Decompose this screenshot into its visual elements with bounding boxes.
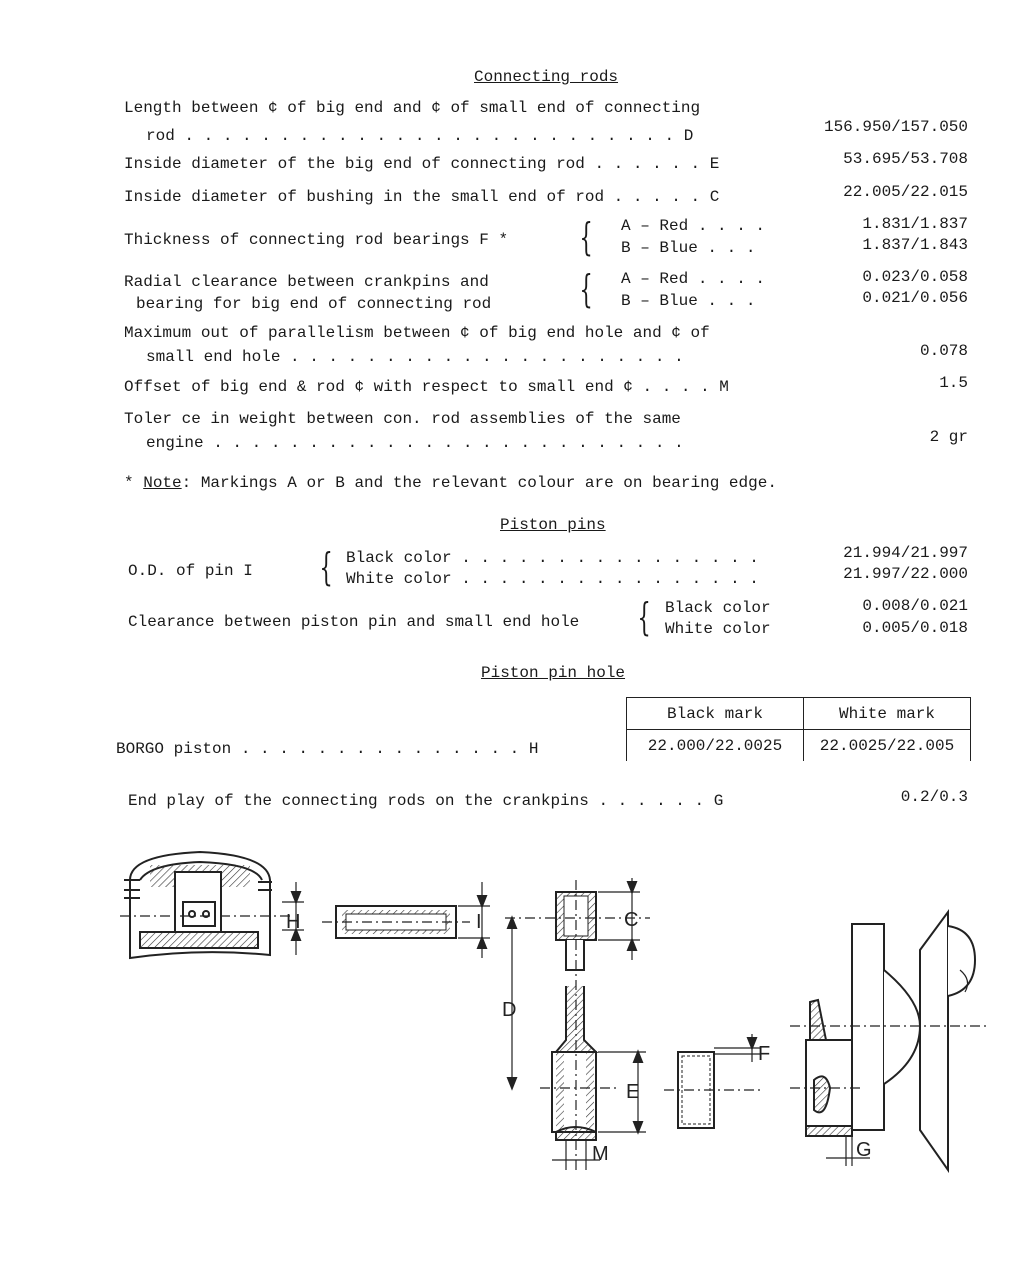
pin-od-label: O.D. of pin I <box>128 562 253 580</box>
label-h: H <box>286 911 301 933</box>
pin-od-white: White color . . . . . . . . . . . . . . . . <box>346 570 759 588</box>
label-f: F <box>758 1043 771 1065</box>
bearing-thickness-b: B – Blue . . . <box>621 239 756 257</box>
borgo-black-value: 22.000/22.0025 <box>627 730 804 762</box>
pin-clearance-black: Black color <box>665 599 771 617</box>
bushing-diameter-value: 22.005/22.015 <box>843 183 968 201</box>
note <box>124 474 777 492</box>
pin-clearance-white: White color <box>665 620 771 638</box>
radial-clearance-a-value: 0.023/0.058 <box>862 268 968 286</box>
pin-clearance-black-value: 0.008/0.021 <box>862 597 968 615</box>
section-title-piston-pins: Piston pins <box>500 516 606 534</box>
bigend-diameter-value: 53.695/53.708 <box>843 150 968 168</box>
brace-bracket: { <box>579 215 593 259</box>
parallelism-value: 0.078 <box>919 342 968 360</box>
pin-clearance-label: Clearance between piston pin and small end hole <box>128 613 580 631</box>
label-d: D <box>502 999 517 1021</box>
crankshaft-drawing <box>790 912 990 1170</box>
note-text: : Markings A or B and the relevant colour are on bearing edge. <box>181 474 777 492</box>
brace-bracket: { <box>319 545 333 589</box>
offset-value: 1.5 <box>939 374 968 392</box>
parallelism-label-line2: small end hole . . . . . . . . . . . . . . . . . . . . . <box>146 348 684 366</box>
radial-clearance-label-line2: bearing for big end of connecting rod <box>136 295 492 313</box>
label-m: M <box>592 1143 609 1165</box>
pin-od-black: Black color . . . . . . . . . . . . . . . . <box>346 549 759 567</box>
col-header-white-mark: White mark <box>804 698 971 730</box>
end-play-label: End play of the connecting rods on the crankpins . . . . . . G <box>128 792 724 810</box>
bearing-thickness-b-value: 1.837/1.843 <box>862 236 968 254</box>
pin-od-white-value: 21.997/22.000 <box>843 565 968 583</box>
end-play-value: 0.2/0.3 <box>900 788 968 806</box>
radial-clearance-b: B – Blue . . . <box>621 292 756 310</box>
brace-bracket: { <box>579 267 593 311</box>
label-g: G <box>856 1139 872 1161</box>
bigend-diameter-label: Inside diameter of the big end of connecting rod . . . . . . E <box>124 155 720 173</box>
borgo-piston-label: BORGO piston . . . . . . . . . . . . . . . H <box>116 740 539 758</box>
length-label-line2: rod . . . . . . . . . . . . . . . . . . . . . . . . . . D <box>146 127 694 145</box>
offset-label: Offset of big end & rod ¢ with respect to small end ¢ . . . . M <box>124 378 729 396</box>
brace-bracket: { <box>637 595 651 639</box>
col-header-black-mark: Black mark <box>627 698 804 730</box>
parallelism-label-line1: Maximum out of parallelism between ¢ of big end hole and ¢ of <box>124 324 710 342</box>
bushing-diameter-label: Inside diameter of bushing in the small end of rod . . . . . C <box>124 188 720 206</box>
radial-clearance-a: A – Red . . . . <box>621 270 766 288</box>
pin-clearance-white-value: 0.005/0.018 <box>862 619 968 637</box>
bearing-shell-drawing <box>664 1034 760 1128</box>
bearing-thickness-a: A – Red . . . . <box>621 217 766 235</box>
bearing-thickness-label: Thickness of connecting rod bearings F * <box>124 231 509 249</box>
borgo-white-value: 22.0025/22.005 <box>804 730 971 762</box>
note-word: Note <box>143 474 182 492</box>
weight-tolerance-label-line2: engine . . . . . . . . . . . . . . . . . . . . . . . . . <box>146 434 684 452</box>
bearing-thickness-a-value: 1.831/1.837 <box>862 215 968 233</box>
radial-clearance-b-value: 0.021/0.056 <box>862 289 968 307</box>
section-title-connecting-rods: Connecting rods <box>474 68 619 86</box>
weight-tolerance-value: 2 gr <box>929 428 968 446</box>
piston-pin-drawing <box>322 882 490 958</box>
weight-tolerance-label-line1: Toler ce in weight between con. rod assemblies of the same <box>124 410 681 428</box>
section-title-piston-pin-hole: Piston pin hole <box>481 664 626 682</box>
note-asterisk: * <box>124 474 134 492</box>
length-label-line1: Length between ¢ of big end and ¢ of small end of connecting <box>124 99 701 117</box>
label-c: C <box>624 909 639 931</box>
radial-clearance-label-line1: Radial clearance between crankpins and <box>124 273 489 291</box>
technical-drawing <box>0 840 1024 1180</box>
label-e: E <box>626 1081 640 1103</box>
piston-drawing <box>120 852 304 958</box>
length-value: 156.950/157.050 <box>823 118 968 136</box>
label-i: I <box>476 911 482 933</box>
pin-hole-table <box>626 697 971 761</box>
pin-od-black-value: 21.994/21.997 <box>843 544 968 562</box>
